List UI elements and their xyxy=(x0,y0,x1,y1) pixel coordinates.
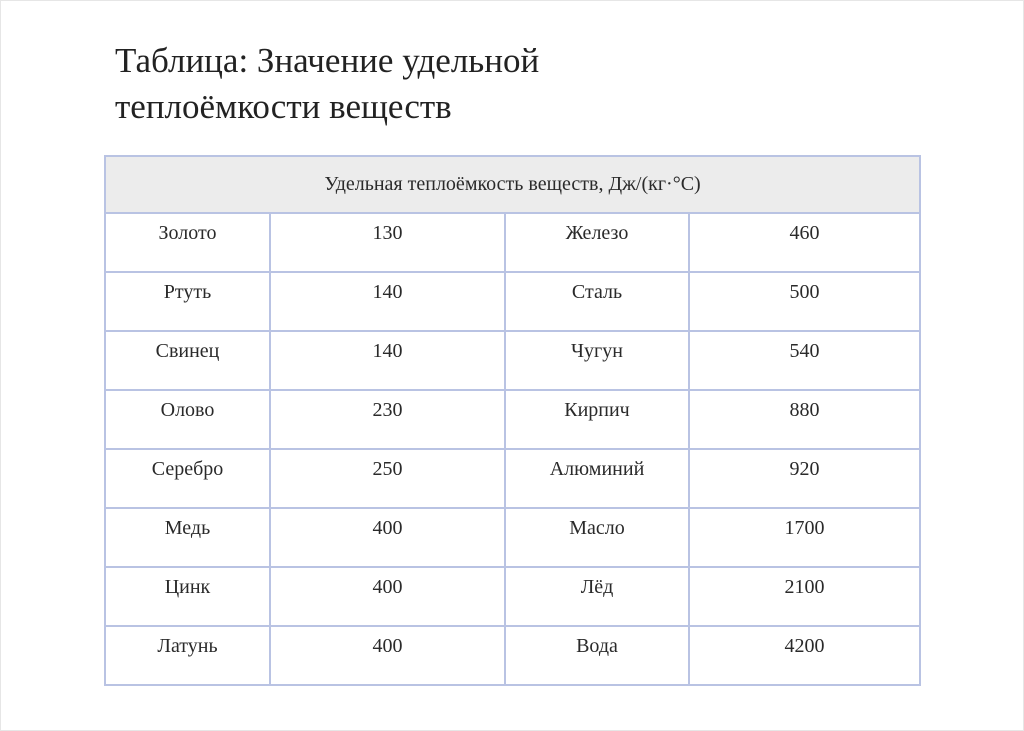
substance-value: 140 xyxy=(270,272,505,331)
substance-name: Железо xyxy=(505,213,689,272)
substance-value: 230 xyxy=(270,390,505,449)
substance-value: 880 xyxy=(689,390,920,449)
substance-name: Масло xyxy=(505,508,689,567)
substance-value: 400 xyxy=(270,626,505,685)
substance-name: Лёд xyxy=(505,567,689,626)
table-row xyxy=(105,508,920,567)
substance-name: Медь xyxy=(105,508,270,567)
substance-value: 130 xyxy=(270,213,505,272)
substance-value: 4200 xyxy=(689,626,920,685)
substance-name: Свинец xyxy=(105,331,270,390)
table-row xyxy=(105,449,920,508)
substance-name: Алюминий xyxy=(505,449,689,508)
substance-value: 250 xyxy=(270,449,505,508)
substance-name: Цинк xyxy=(105,567,270,626)
substance-value: 400 xyxy=(270,567,505,626)
substance-value: 1700 xyxy=(689,508,920,567)
substance-name: Сталь xyxy=(505,272,689,331)
table-row xyxy=(105,213,920,272)
substance-name: Кирпич xyxy=(505,390,689,449)
substance-name: Латунь xyxy=(105,626,270,685)
table-row xyxy=(105,272,920,331)
slide-title xyxy=(115,38,875,130)
substance-value: 540 xyxy=(689,331,920,390)
table-row xyxy=(105,567,920,626)
substance-name: Олово xyxy=(105,390,270,449)
substance-value: 500 xyxy=(689,272,920,331)
substance-value: 920 xyxy=(689,449,920,508)
table-header-row xyxy=(105,156,920,213)
substance-name: Ртуть xyxy=(105,272,270,331)
substance-name: Серебро xyxy=(105,449,270,508)
specific-heat-table xyxy=(104,155,921,686)
substance-value: 460 xyxy=(689,213,920,272)
table-row xyxy=(105,331,920,390)
substance-value: 400 xyxy=(270,508,505,567)
table-row xyxy=(105,390,920,449)
slide-title-line-2: теплоёмкости веществ xyxy=(115,87,452,126)
substance-value: 2100 xyxy=(689,567,920,626)
substance-value: 140 xyxy=(270,331,505,390)
table-header: Удельная теплоёмкость веществ, Дж/(кг·°С) xyxy=(105,156,920,213)
substance-name: Вода xyxy=(505,626,689,685)
substance-name: Чугун xyxy=(505,331,689,390)
substance-name: Золото xyxy=(105,213,270,272)
table-row xyxy=(105,626,920,685)
slide-title-line-1: Таблица: Значение удельной xyxy=(115,41,540,80)
